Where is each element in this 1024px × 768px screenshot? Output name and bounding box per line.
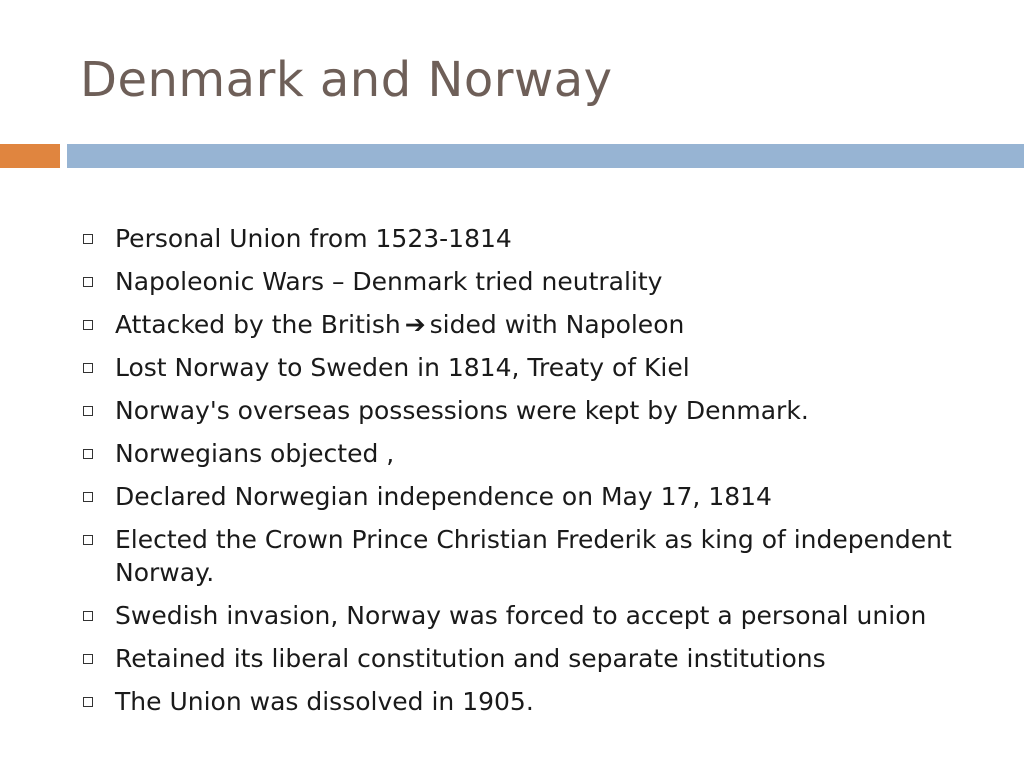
bullet-item	[80, 437, 960, 470]
bullet-text: Norway's overseas possessions were kept by Denmark.	[115, 396, 809, 425]
bullet-item	[80, 351, 960, 384]
square-bullet-icon	[83, 449, 93, 459]
bullet-item	[80, 599, 960, 632]
bullet-text: Retained its liberal constitution and separate institutions	[115, 644, 826, 673]
square-bullet-icon	[83, 535, 93, 545]
bullet-text	[115, 308, 960, 341]
square-bullet-icon	[83, 363, 93, 373]
bullet-item	[80, 394, 960, 427]
square-bullet-icon	[83, 654, 93, 664]
square-bullet-icon	[83, 277, 93, 287]
bullet-text: Declared Norwegian independence on May 17, 1814	[115, 482, 772, 511]
bullet-item	[80, 642, 960, 675]
bullet-item	[80, 685, 960, 718]
bullet-item	[80, 265, 960, 298]
bullet-text: Norwegians objected ,	[115, 439, 395, 468]
bullet-text: Personal Union from 1523-1814	[115, 224, 512, 253]
bullet-text: Swedish invasion, Norway was forced to accept a personal union	[115, 601, 927, 630]
bullet-text: The Union was dissolved in 1905.	[115, 687, 534, 716]
bullet-item	[80, 222, 960, 255]
bullet-item	[80, 480, 960, 513]
slide-title: Denmark and Norway	[80, 52, 613, 108]
square-bullet-icon	[83, 406, 93, 416]
square-bullet-icon	[83, 697, 93, 707]
bullet-text: Elected the Crown Prince Christian Frederik as king of independent Norway.	[115, 525, 952, 587]
square-bullet-icon	[83, 234, 93, 244]
accent-bar-blue	[67, 144, 1024, 168]
bullet-item	[80, 523, 960, 589]
accent-bar-orange	[0, 144, 60, 168]
square-bullet-icon	[83, 320, 93, 330]
square-bullet-icon	[83, 492, 93, 502]
bullet-item	[80, 308, 960, 341]
bullet-list	[80, 222, 960, 728]
bullet-text: Napoleonic Wars – Denmark tried neutrality	[115, 267, 663, 296]
bullet-text: Lost Norway to Sweden in 1814, Treaty of Kiel	[115, 353, 690, 382]
square-bullet-icon	[83, 611, 93, 621]
bullet-text-part: Attacked by the British	[115, 310, 401, 339]
bullet-text-part: sided with Napoleon	[429, 310, 685, 339]
arrow-right-icon: ➔	[404, 310, 426, 339]
